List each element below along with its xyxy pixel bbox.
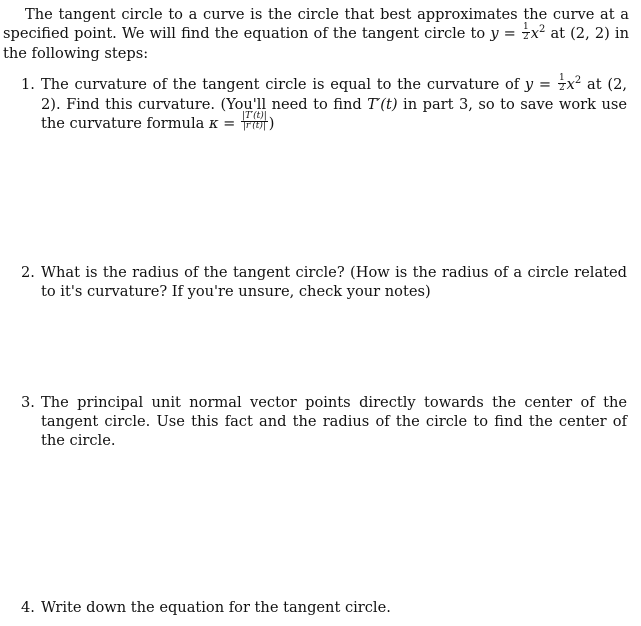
problem-2 xyxy=(21,263,627,301)
problem-4 xyxy=(21,598,627,617)
problem-number: 4. xyxy=(21,599,35,616)
problem-number: 1. xyxy=(21,76,35,93)
problem-number: 2. xyxy=(21,264,35,281)
problem-1-exponent: 2 xyxy=(574,75,582,87)
intro-paragraph xyxy=(3,5,629,63)
intro-curve-equation-lhs: y = xyxy=(490,25,521,42)
problem-4-text: Write down the equation for the tangent circle. xyxy=(41,599,391,616)
intro-one-half-fraction xyxy=(522,23,530,42)
problem-1-text-formula-intro: in part 3, so to save work use the curvature formula xyxy=(41,95,627,132)
problem-1-curvature-numerator: |T′(t)| xyxy=(242,111,267,121)
problem-1-t-prime: T′(t) xyxy=(367,95,398,113)
problem-1-variable: x xyxy=(566,76,575,93)
problem-1-text-middle: at (2, 2). Find this curvature. (You'll need to find xyxy=(41,76,627,113)
problem-3-text: The principal unit normal vector points directly towards the center of the tangent circle. Use this fact and the radius of the circle to find the center of the circle. xyxy=(41,394,627,449)
intro-curve-variable: x xyxy=(530,25,539,42)
intro-text-start: The tangent circle to a curve is the circle that best approximates the curve at a specified point. We will find the equation of the tangent circle to xyxy=(3,6,629,42)
intro-fraction-denominator: 2 xyxy=(523,31,529,42)
problem-1-text-end: ) xyxy=(268,114,275,132)
problem-1-text-start: The curvature of the tangent circle is equal to the curvature of xyxy=(41,76,525,93)
problem-1-curvature-denominator: |r′(t)| xyxy=(242,121,266,131)
problem-2-text: What is the radius of the tangent circle? (How is the radius of a circle related to it's curvature? If you're unsure, check your notes) xyxy=(41,264,627,300)
intro-text-end: at (2, 2) in the following steps: xyxy=(3,25,629,62)
problem-1-kappa: κ = xyxy=(208,114,241,132)
problem-3 xyxy=(21,393,627,450)
problem-1-curvature-fraction xyxy=(241,112,268,131)
problem-1 xyxy=(21,72,627,133)
problem-1-fraction-numerator: 1 xyxy=(558,72,565,83)
intro-curve-exponent: 2 xyxy=(538,24,546,36)
intro-fraction-numerator: 1 xyxy=(523,21,529,32)
problem-1-one-half-fraction xyxy=(558,74,566,93)
problem-1-fraction-denominator: 2 xyxy=(558,82,565,93)
problem-1-text xyxy=(41,72,627,133)
problem-1-equation-lhs: y = xyxy=(524,76,557,93)
problem-number: 3. xyxy=(21,394,35,411)
